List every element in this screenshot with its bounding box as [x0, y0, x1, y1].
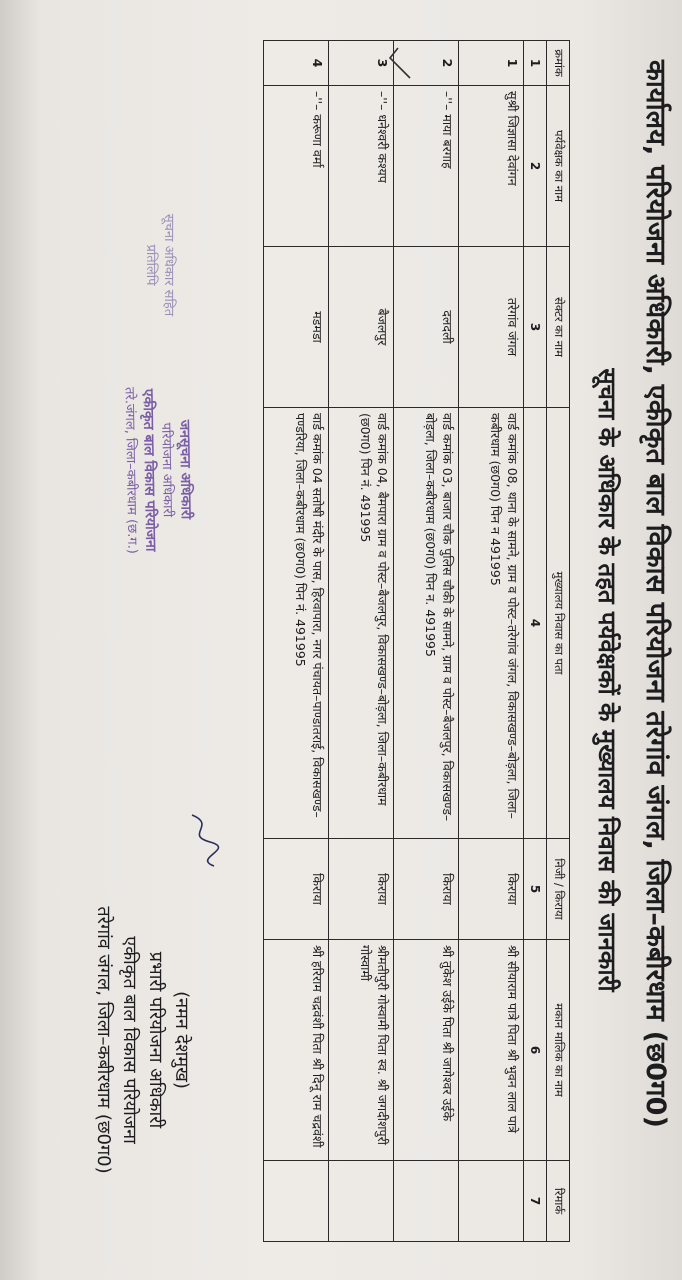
signatory-name: (नमन देशमुख) [171, 991, 192, 1089]
row-ownership: किराया [264, 839, 329, 940]
signatory-location: तरेगांव जंगल, जिला–कबीरधाम (छ0ग0) [92, 906, 114, 1174]
row-serial: 1 [459, 41, 524, 86]
column-number: 5 [524, 839, 547, 940]
public-information-officer-stamp [119, 359, 196, 580]
col-header-address: मुख्यालय निवास का पता [547, 408, 570, 839]
table-row [329, 41, 394, 1242]
row-supervisor-name: –''– माया बरगाह [394, 86, 459, 247]
row-address: वार्ड कमांक 08, थाना के सामने, ग्राम व पोस्ट–तरेगांव जंगल, विकासखण्ड–बोड़ला, जिला–कबीरधाम (छ0ग0) पिन न 491995 [459, 408, 524, 839]
table-row [459, 41, 524, 1242]
column-number-row [524, 41, 547, 1242]
row-owner: श्रीमतीपुरी गोस्वामी पिता स्व. श्री जगदीशपुरी गोस्वामी [329, 940, 394, 1161]
stamp-line: परियोजना अधिकारी [158, 422, 175, 518]
column-number: 4 [524, 408, 547, 839]
signatory-department: एकीकृत बाल विकास परियोजना [118, 936, 140, 1144]
row-sector: दलदली [394, 247, 459, 408]
row-sector: बैजलपुर [329, 247, 394, 408]
row-owner: श्री तुकेश उईके पिता श्री जागेश्वर उईके [394, 940, 459, 1161]
table-row [264, 41, 329, 1242]
row-supervisor-name: –''– करूणा वर्मा [264, 86, 329, 247]
handwritten-tick-icon [384, 44, 414, 84]
row-serial: 2 [394, 41, 459, 86]
row-remark [329, 1161, 394, 1242]
row-remark [459, 1161, 524, 1242]
signatory-designation: प्रभारी परियोजना अधिकारी [144, 951, 166, 1129]
col-header-sector: सेक्टर का नाम [547, 247, 570, 408]
column-number: 7 [524, 1161, 547, 1242]
row-owner: श्री सीयाराम पात्रे पिता श्री भुवन लाल पात्रे [459, 940, 524, 1161]
rti-stamp-line: प्रतिलिपि [143, 244, 159, 286]
row-sector: तरेगांव जंगल [459, 247, 524, 408]
column-number: 2 [524, 86, 547, 247]
office-title: कार्यालय, परियोजना अधिकारी, एकीकृत बाल विकास परियोजना तरेगांव जंगल, जिला–कबीरधाम (छ0ग0) [640, 60, 671, 1129]
row-sector: मडमडा [264, 247, 329, 408]
row-address: वार्ड कमांक 04 सतोषी मंदीर के पास, हिरवापारा, नगर पंचायत–पाण्डातराई, विकासखण्ड–पण्डरिया, जिला–कबीरधाम (छ0ग0) पिन नं. 491995 [264, 408, 329, 839]
col-header-serial: क्रमांक [547, 41, 570, 86]
rti-stamp-line: सूचना अधिकार सहित [161, 213, 176, 317]
row-serial: 4 [264, 41, 329, 86]
row-owner: श्री हरिराम चद्रवंशी पिता श्री दिनू राम चद्रवंशी [264, 940, 329, 1161]
row-remark [394, 1161, 459, 1242]
row-address: वार्ड कमांक 04, बैमपारा ग्राम व पोस्ट–बैजलपुर, विकासखण्ड–बोड़ला, जिला–कबीरधाम (छ0ग0) पिन नं. 491995 [329, 408, 394, 839]
column-number: 3 [524, 247, 547, 408]
col-header-owner: मकान मालिक का नाम [547, 940, 570, 1161]
stamp-line: जनसूचना अधिकारी [176, 419, 194, 520]
row-address: वार्ड कमांक 03, बाजार चौक पुलिस चौकी के सामने, ग्राम व पोस्ट–बैजलपुर, विकासखण्ड–बोड़ला, जिला–कबीरधाम (छ0ग0) पिन न. 491995 [394, 408, 459, 839]
signature-block [90, 830, 194, 1250]
row-ownership: किराया [394, 839, 459, 940]
stamp-line: तरे.जंगल, जिला–कबीरधाम (छ.ग.) [121, 386, 140, 554]
column-number: 1 [524, 41, 547, 86]
col-header-remark: रिमार्क [547, 1161, 570, 1242]
stamp-line: एकीकृत बाल विकास परियोजना [139, 388, 158, 552]
supervisor-residence-table [263, 40, 570, 1242]
document-subtitle: सूचना के अधिकार के तहत पर्यवेक्षकों के मुख्यालय निवास की जानकारी [593, 368, 621, 992]
table-header-row [547, 41, 570, 1242]
column-number: 6 [524, 940, 547, 1161]
row-ownership: किराया [459, 839, 524, 940]
col-header-ownership: निजी / किराया [547, 839, 570, 940]
col-header-name: पर्यवेक्षक का नाम [547, 86, 570, 247]
row-ownership: किराया [329, 839, 394, 940]
table-row [394, 41, 459, 1242]
row-remark [264, 1161, 329, 1242]
row-supervisor-name: सुश्री जिज्ञासा देवांगन [459, 86, 524, 247]
row-serial: 3 [329, 41, 394, 86]
rti-copy-stamp [142, 165, 177, 365]
row-supervisor-name: –''– धनेश्वरी कश्यप [329, 86, 394, 247]
